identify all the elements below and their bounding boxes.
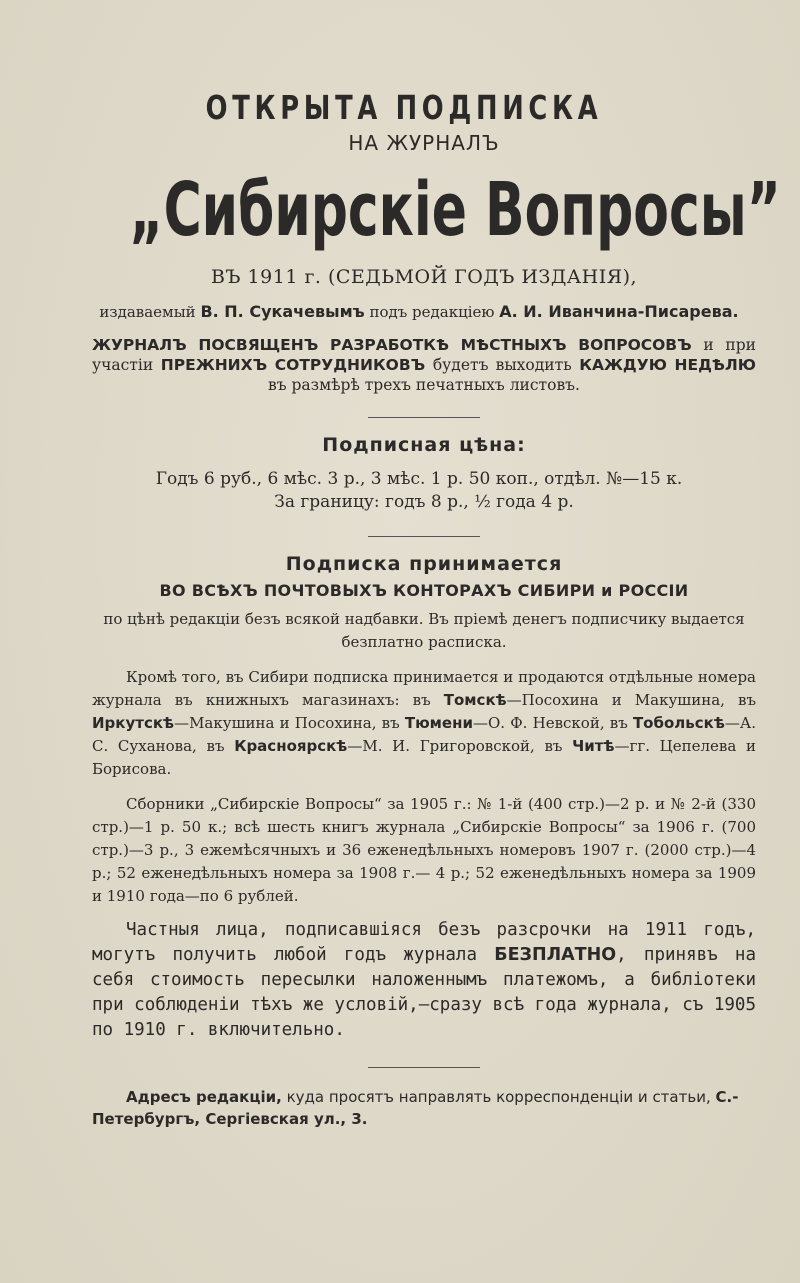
dedication-part: ЖУРНАЛЪ ПОСВЯЩЕНЪ РАЗРАБОТКѢ МѢСТНЫХЪ ВОПРОСОВЪ	[92, 336, 692, 354]
dedication-part: и	[703, 336, 714, 354]
journal-name: „Сибирскiе Вопросы”	[129, 167, 781, 253]
editor-name: А. И. Иванчина-Писарева.	[499, 302, 739, 321]
stores-text: —О. Ф. Невской, въ	[472, 714, 628, 732]
price-heading: Подписная цѣна:	[322, 434, 526, 456]
divider	[368, 417, 480, 418]
city-name: Тобольскѣ	[632, 714, 725, 732]
address-paragraph	[92, 1086, 756, 1130]
offer-text: , принявъ на себя стоимость пересылки наложеннымъ платежомъ, а библiотеки при соблюденiи тѣхъ же условiй,—сразу всѣ года журнала, съ 1905 по 1910 г. включительно.	[92, 945, 756, 1040]
subscription-subheading: ВО ВСѢХЪ ПОЧТОВЫХЪ КОНТОРАХЪ СИБИРИ и РОССIИ	[159, 581, 689, 600]
collections-paragraph: Сборники „Сибирскiе Вопросы“ за 1905 г.: № 1-й (400 стр.)—2 р. и № 2-й (330 стр.)—1 р. 50 к.; всѣ шесть книгъ журнала „Сибирскiе Вопросы“ за 1906 г. (700 стр.)—3 р., 3 ежемѣсячныхъ и 36 еженедѣльныхъ номеровъ 1907 г. (2000 стр.)—4 р.; 52 еженедѣльныхъ номера за 1908 г.— 4 р.; 52 еженедѣльныхъ номера за 1909 и 1910 года—по 6 рублей.	[92, 795, 756, 905]
stores-text: —А. С. Суханова, въ	[92, 714, 756, 755]
private-offer-paragraph	[92, 918, 756, 1043]
address-label: Адресъ редакцiи,	[126, 1088, 282, 1106]
subscription-heading: Подписка принимается	[285, 553, 563, 575]
publisher-line	[82, 302, 756, 321]
dedication-paragraph	[92, 335, 756, 395]
dedication-part: ПРЕЖНИХЪ СОТРУДНИКОВЪ	[160, 356, 426, 374]
announcement-subtitle: НА ЖУРНАЛЪ	[348, 131, 500, 155]
dedication-part: будетъ выходить	[432, 356, 572, 374]
city-name: Читѣ	[572, 737, 615, 755]
publisher-name: В. П. Сукачевымъ	[200, 302, 365, 321]
city-name: Красноярскѣ	[234, 737, 348, 755]
subscription-note: по цѣнѣ редакцiи безъ всякой надбавки. Въ прiемѣ денегъ подписчику выдается безплатно расписка.	[103, 610, 745, 651]
address-text: куда просятъ направлять корреспонденцiи и статьи,	[286, 1088, 711, 1106]
dedication-part: въ размѣрѣ трехъ печатныхъ листовъ.	[268, 376, 580, 394]
dedication-part: при участiи	[92, 336, 756, 374]
city-name: Томскѣ	[443, 691, 507, 709]
stores-text: —Посохина и Макушина, въ	[506, 691, 756, 709]
publisher-prefix: издаваемый	[99, 303, 196, 321]
stores-text: Кромѣ того, въ Сибири подписка принимается и продаются отдѣльные номера журнала въ книжныхъ магазинахъ: въ	[92, 668, 756, 709]
year-line: ВЪ 1911 г. (СЕДЬМОЙ ГОДЪ ИЗДАНIЯ),	[210, 266, 638, 288]
price-domestic: Годъ 6 руб., 6 мѣс. 3 р., 3 мѣс. 1 р. 50 коп., отдѣл. №—15 к.	[155, 469, 683, 489]
stores-text: —М. И. Григоровской, въ	[347, 737, 563, 755]
price-block	[92, 468, 756, 514]
divider	[368, 1067, 480, 1068]
offer-text: Частныя лица, подписавшiяся безъ разсрочки на 1911 годъ, могутъ получить любой годъ журнала	[92, 920, 756, 965]
announcement-title: ОТКРЫТА ПОДПИСКА	[205, 88, 603, 127]
publisher-middle: подъ редакцiею	[369, 303, 495, 321]
city-name: Тюмени	[404, 714, 473, 732]
stores-paragraph	[92, 666, 756, 781]
city-name: Иркутскѣ	[92, 714, 175, 732]
stores-text: —Макушина и Посохина, въ	[174, 714, 400, 732]
offer-free: БЕЗПЛАТНО	[494, 945, 617, 965]
address-value: С.-Петербургъ, Сергiевская ул., 3.	[92, 1088, 739, 1128]
divider	[368, 536, 480, 537]
dedication-part: КАЖДУЮ НЕДѢЛЮ	[579, 356, 756, 374]
stores-text: —гг. Цепелева и Борисова.	[92, 737, 756, 778]
price-abroad: За границу: годъ 8 р., ½ года 4 р.	[274, 492, 574, 512]
